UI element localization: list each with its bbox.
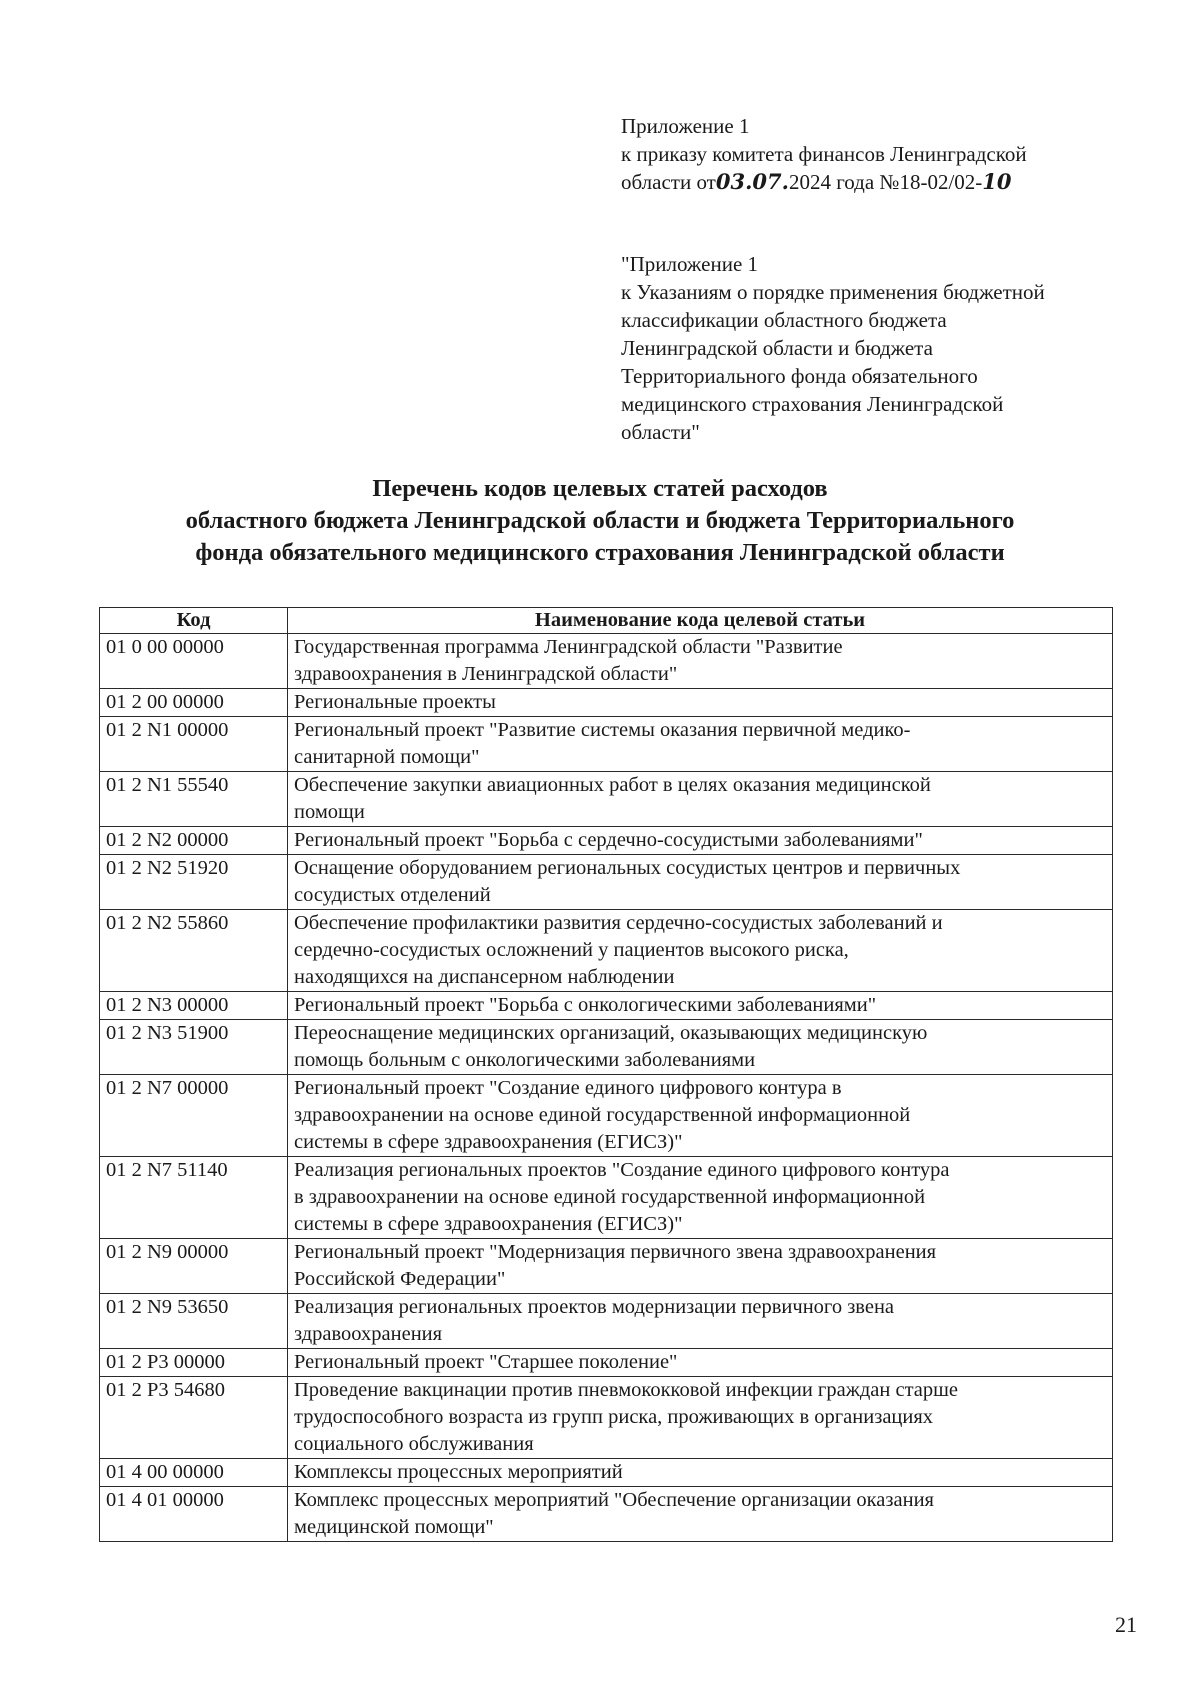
cell-name-line: здравоохранении на основе единой государственной информационной: [294, 1104, 911, 1126]
table-row: [100, 1020, 1113, 1075]
table-row: [100, 1075, 1113, 1157]
cell-name-line: Региональный проект "Борьба с онкологическими заболеваниями": [294, 994, 877, 1016]
cell-name: [288, 1377, 1113, 1459]
cell-name: [288, 1349, 1113, 1377]
cell-name: [288, 910, 1113, 992]
target-articles-table: [99, 607, 1113, 1542]
cell-code: 01 2 N2 00000: [100, 827, 288, 855]
cell-name: [288, 1487, 1113, 1542]
cell-code: 01 2 N9 53650: [100, 1294, 288, 1349]
table-row: [100, 855, 1113, 910]
appendix-instructions-line: Ленинградской области и бюджета: [621, 336, 933, 360]
appendix-order-line-1: Приложение 1: [621, 114, 750, 138]
cell-code: 01 2 N7 00000: [100, 1075, 288, 1157]
handwritten-date: 03.07.: [715, 169, 789, 194]
table-row: [100, 717, 1113, 772]
cell-name-line: сердечно-сосудистых осложнений у пациентов высокого риска,: [294, 939, 849, 961]
cell-name-line: здравоохранения: [294, 1323, 443, 1345]
table-body: [100, 634, 1113, 1542]
table-row: [100, 634, 1113, 689]
cell-code: 01 2 P3 00000: [100, 1349, 288, 1377]
document-title-line-1: Перечень кодов целевых статей расходов: [372, 475, 828, 502]
table-row: [100, 1377, 1113, 1459]
cell-code: 01 0 00 00000: [100, 634, 288, 689]
table-row: [100, 1157, 1113, 1239]
cell-name: [288, 689, 1113, 717]
cell-code: 01 2 N2 55860: [100, 910, 288, 992]
cell-name-line: находящихся на диспансерном наблюдении: [294, 966, 675, 988]
table-row: [100, 910, 1113, 992]
cell-name-line: медицинской помощи": [294, 1516, 494, 1538]
table-row: [100, 772, 1113, 827]
cell-name-line: Региональный проект "Старшее поколение": [294, 1351, 678, 1373]
cell-name-line: Оснащение оборудованием региональных сосудистых центров и первичных: [294, 857, 961, 879]
table-row: [100, 1487, 1113, 1542]
appendix-instructions-line: классификации областного бюджета: [621, 308, 947, 332]
cell-name: [288, 772, 1113, 827]
cell-code: 01 2 N7 51140: [100, 1157, 288, 1239]
cell-code: 01 4 01 00000: [100, 1487, 288, 1542]
cell-name-line: Российской Федерации": [294, 1268, 506, 1290]
cell-code: 01 2 N9 00000: [100, 1239, 288, 1294]
document-title: [60, 473, 1140, 569]
cell-name-line: Государственная программа Ленинградской области "Развитие: [294, 636, 843, 658]
table-row: [100, 689, 1113, 717]
document-title-line-2: областного бюджета Ленинградской области и бюджета Территориального: [185, 507, 1015, 534]
cell-name: [288, 1294, 1113, 1349]
table-row: [100, 1349, 1113, 1377]
cell-name-line: помощь больным с онкологическими заболеваниями: [294, 1049, 756, 1071]
document-title-line-3: фонда обязательного медицинского страхования Ленинградской области: [195, 539, 1005, 566]
cell-name-line: в здравоохранении на основе единой государственной информационной: [294, 1186, 926, 1208]
cell-name: [288, 1075, 1113, 1157]
cell-name-line: санитарной помощи": [294, 746, 480, 768]
cell-name-line: Реализация региональных проектов "Создание единого цифрового контура: [294, 1159, 950, 1181]
cell-code: 01 2 N2 51920: [100, 855, 288, 910]
cell-name-line: Обеспечение профилактики развития сердечно-сосудистых заболеваний и: [294, 912, 943, 934]
appendix-instructions-line: Территориального фонда обязательного: [621, 364, 978, 388]
cell-code: 01 2 N3 51900: [100, 1020, 288, 1075]
cell-name-line: Комплекс процессных мероприятий "Обеспечение организации оказания: [294, 1489, 934, 1511]
appendix-order-line-3: [621, 168, 1141, 196]
column-header-code: Код: [100, 608, 288, 634]
cell-name: [288, 1239, 1113, 1294]
page-number: 21: [1115, 1612, 1137, 1637]
appendix-order-line-3-middle: 2024 года №18-02/02-: [788, 170, 983, 194]
appendix-order-line-2: к приказу комитета финансов Ленинградской: [621, 142, 1027, 166]
table-header-row: [100, 608, 1113, 634]
table-row: [100, 1239, 1113, 1294]
cell-name-line: здравоохранения в Ленинградской области": [294, 663, 678, 685]
cell-name-line: Региональный проект "Создание единого цифрового контура в: [294, 1077, 842, 1099]
column-header-name: Наименование кода целевой статьи: [288, 608, 1113, 634]
cell-name-line: Переоснащение медицинских организаций, оказывающих медицинскую: [294, 1022, 928, 1044]
table-row: [100, 1294, 1113, 1349]
table-row: [100, 1459, 1113, 1487]
cell-name-line: Региональный проект "Модернизация первичного звена здравоохранения: [294, 1241, 937, 1263]
cell-name: [288, 855, 1113, 910]
cell-code: 01 2 N3 00000: [100, 992, 288, 1020]
cell-name: [288, 1459, 1113, 1487]
cell-name-line: Региональные проекты: [294, 691, 496, 713]
cell-code: 01 2 00 00000: [100, 689, 288, 717]
cell-name: [288, 1157, 1113, 1239]
appendix-instructions-line: области": [621, 420, 700, 444]
cell-code: 01 2 P3 54680: [100, 1377, 288, 1459]
cell-name-line: трудоспособного возраста из групп риска, проживающих в организациях: [294, 1406, 934, 1428]
appendix-order-line-3-prefix: области от: [621, 170, 716, 194]
cell-name-line: сосудистых отделений: [294, 884, 491, 906]
cell-code: 01 2 N1 00000: [100, 717, 288, 772]
cell-name-line: системы в сфере здравоохранения (ЕГИСЗ)": [294, 1213, 683, 1235]
handwritten-number: 10: [982, 169, 1012, 194]
appendix-instructions-line: медицинского страхования Ленинградской: [621, 392, 1004, 416]
appendix-instructions-reference: [621, 250, 1141, 446]
appendix-instructions-line: "Приложение 1: [621, 252, 759, 276]
cell-name: [288, 992, 1113, 1020]
table-row: [100, 992, 1113, 1020]
cell-name: [288, 827, 1113, 855]
cell-name: [288, 1020, 1113, 1075]
cell-name: [288, 717, 1113, 772]
cell-name-line: Обеспечение закупки авиационных работ в целях оказания медицинской: [294, 774, 931, 796]
cell-name-line: Реализация региональных проектов модернизации первичного звена: [294, 1296, 895, 1318]
cell-name: [288, 634, 1113, 689]
cell-name-line: Проведение вакцинации против пневмококковой инфекции граждан старше: [294, 1379, 959, 1401]
cell-name-line: Региональный проект "Борьба с сердечно-сосудистыми заболеваниями": [294, 829, 923, 851]
table-row: [100, 827, 1113, 855]
cell-name-line: Комплексы процессных мероприятий: [294, 1461, 623, 1483]
appendix-order-reference: [621, 112, 1141, 196]
cell-code: 01 2 N1 55540: [100, 772, 288, 827]
cell-name-line: системы в сфере здравоохранения (ЕГИСЗ)": [294, 1131, 683, 1153]
cell-name-line: социального обслуживания: [294, 1433, 534, 1455]
cell-code: 01 4 00 00000: [100, 1459, 288, 1487]
cell-name-line: помощи: [294, 801, 365, 823]
appendix-instructions-line: к Указаниям о порядке применения бюджетной: [621, 280, 1045, 304]
cell-name-line: Региональный проект "Развитие системы оказания первичной медико-: [294, 719, 911, 741]
